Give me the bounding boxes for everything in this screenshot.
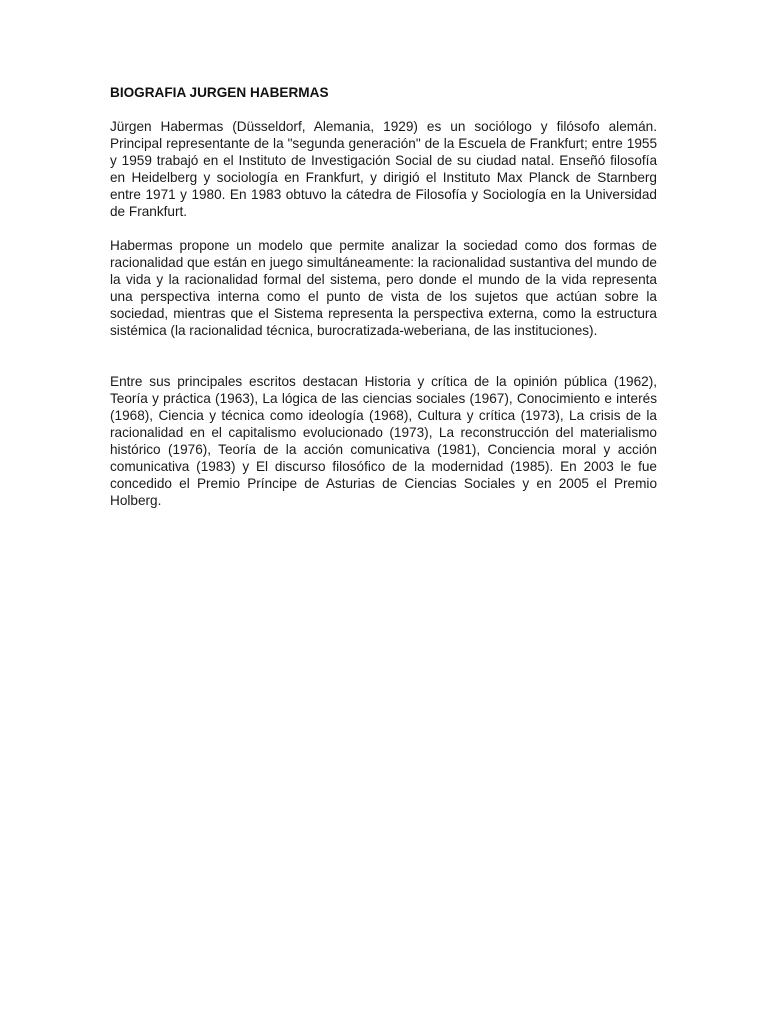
paragraph-writings: Entre sus principales escritos destacan Historia y crítica de la opinión pública (1962), Teoría y práctica (1963), La lógica de las ciencias sociales (1967), Conocimiento e interés (1968), Ciencia y técnica como ideología (1968), Cultura y crítica (1973), La crisis de la racionalidad en el capitalismo evolucionado (1973), La reconstrucción del materialismo histórico (1976), Teoría de la acción comunicativa (1981), Conciencia moral y acción comunicativa (1983) y El discurso filosófico de la modernidad (1985). En 2003 le fue concedido el Premio Príncipe de Asturias de Ciencias Sociales y en 2005 el Premio Holberg. — [110, 374, 657, 508]
document-body — [110, 84, 657, 509]
paragraph-biography: Jürgen Habermas (Düsseldorf, Alemania, 1929) es un sociólogo y filósofo alemán. Principal representante de la "segunda generación" de la Escuela de Frankfurt; entre 1955 y 1959 trabajó en el Instituto de Investigación Social de su ciudad natal. Enseñó filosofía en Heidelberg y sociología en Frankfurt, y dirigió el Instituto Max Planck de Starnberg entre 1971 y 1980. En 1983 obtuvo la cátedra de Filosofía y Sociología en la Universidad de Frankfurt. — [110, 119, 657, 219]
paragraph-rationality-model: Habermas propone un modelo que permite analizar la sociedad como dos formas de racionalidad que están en juego simultáneamente: la racionalidad sustantiva del mundo de la vida y la racionalidad formal del sistema, pero donde el mundo de la vida representa una perspectiva interna como el punto de vista de los sujetos que actúan sobre la sociedad, mientras que el Sistema representa la perspectiva externa, como la estructura sistémica (la racionalidad técnica, burocratizada-weberiana, de las instituciones). — [110, 238, 657, 338]
document-title: BIOGRAFIA JURGEN HABERMAS — [110, 85, 329, 100]
